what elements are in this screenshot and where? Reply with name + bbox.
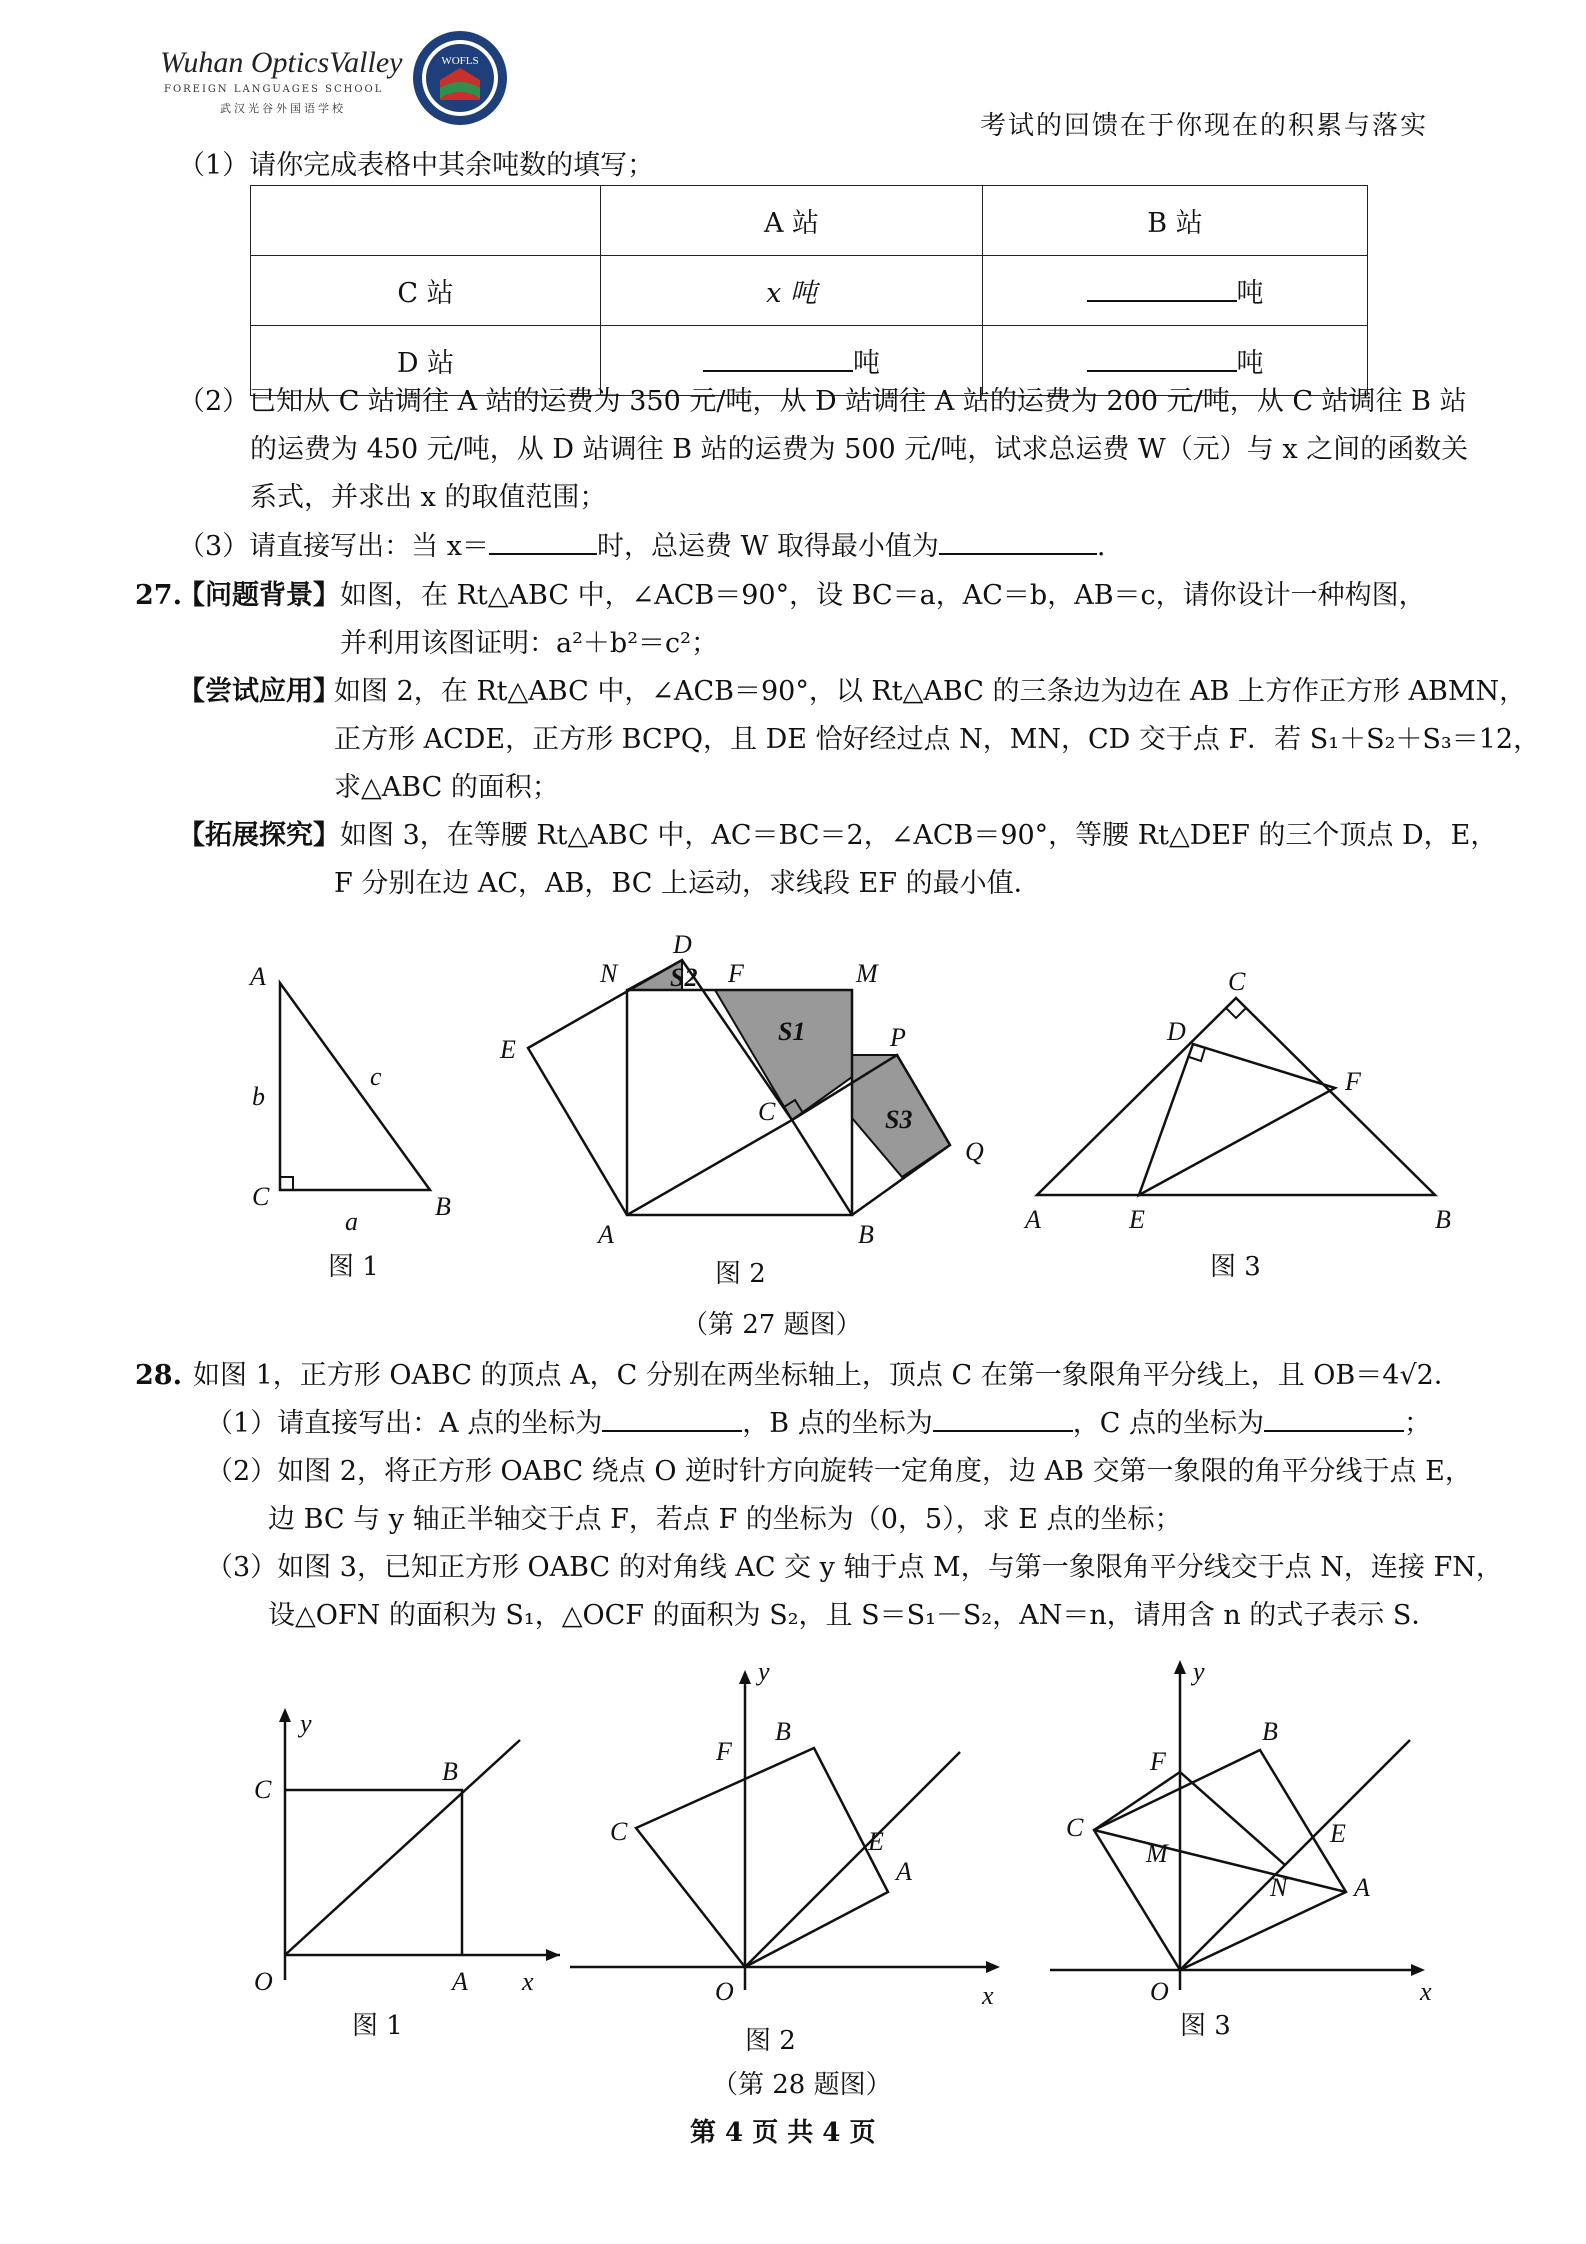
label-D: D [1167,1017,1186,1046]
q26-part3-b: 时，总运费 W 取得最小值为 [597,531,939,562]
label-B: B [442,1757,458,1786]
q28-stem: 如图 1，正方形 OABC 的顶点 A，C 分别在两坐标轴上，顶点 C 在第一象限角平分线上，且 OB＝4√2． [193,1360,1461,1391]
label-y: y [758,1660,770,1686]
distribution-table [250,185,1368,396]
q27-figure-caption: （第 27 题图） [682,1310,862,1340]
label-F: F [716,1737,732,1766]
label-b: b [252,1082,265,1111]
answer-blank[interactable] [1264,1404,1404,1432]
label-E: E [500,1035,516,1064]
q27-figure-2 [490,920,1010,1250]
q27-try-line1: 如图 2，在 Rt△ABC 中，∠ACB＝90°，以 Rt△ABC 的三条边为边在 AB 上方作正方形 ABMN， [334,676,1527,707]
q27-bg-tag: 【问题背景】 [178,580,340,611]
q26-part2-line2: 的运费为 450 元/吨，从 D 站调往 B 站的运费为 500 元/吨，试求总运费 W（元）与 x 之间的函数关 [250,434,1469,465]
seal-text: WOFLS [441,55,479,67]
q27-figure-3 [1015,960,1465,1240]
table-row [251,256,1368,326]
label-N: N [600,959,618,988]
unit-label: 吨 [853,348,880,379]
label-A: A [896,1857,912,1886]
label-D: D [673,930,692,959]
label-B: B [1435,1205,1451,1234]
label-S3: S3 [885,1105,913,1134]
logo-title: Wuhan OpticsValley [160,46,403,79]
answer-blank[interactable] [933,1404,1073,1432]
q28-part2-line2: 边 BC 与 y 轴正半轴交于点 F，若点 F 的坐标为（0，5），求 E 点的坐标； [268,1504,1182,1535]
q28-fig3-caption: 图 3 [1180,2011,1231,2041]
q27-fig1-caption: 图 1 [328,1252,379,1282]
answer-blank[interactable] [1087,344,1237,372]
q28-part3-line1: （3）如图 3，已知正方形 OABC 的对角线 AC 交 y 轴于点 M，与第一象限角平分线交于点 N，连接 FN， [206,1552,1503,1583]
label-M: M [1146,1839,1168,1868]
q26-part1: （1）请你完成表格中其余吨数的填写； [178,150,655,181]
label-F: F [1345,1067,1361,1096]
cell-c-a: x 吨 [601,256,983,326]
label-B: B [858,1220,874,1249]
q26-part3-c: . [1096,531,1106,562]
label-N: N [1270,1873,1288,1902]
table-row-d: D 站 [251,326,601,396]
label-E: E [1129,1205,1145,1234]
label-S2: S2 [670,963,698,992]
q27-ext-line1: 如图 3，在等腰 Rt△ABC 中，AC＝BC＝2，∠ACB＝90°，等腰 Rt△DEF 的三个顶点 D，E， [340,820,1498,851]
table-row [251,186,1368,256]
q28-figure-1 [240,1690,560,2010]
logo-subtitle: FOREIGN LANGUAGES SCHOOL [164,84,384,95]
label-B: B [775,1717,791,1746]
answer-blank[interactable] [1087,274,1237,302]
q27-try-line2: 正方形 ACDE，正方形 BCPQ，且 DE 恰好经过点 N，MN，CD 交于点 F．若 S₁＋S₂＋S₃＝12， [334,724,1541,755]
label-x: x [1420,1977,1432,2006]
q26-part3 [178,527,1106,567]
label-x: x [982,1981,994,2010]
answer-blank[interactable] [602,1404,742,1432]
q27-fig2-caption: 图 2 [715,1259,766,1289]
label-y: y [300,1709,312,1738]
label-A: A [452,1967,468,1996]
label-x: x [522,1967,534,1996]
label-C: C [1228,967,1246,996]
label-A: A [1025,1205,1041,1234]
q27-bg-line2: 并利用该图证明：a²＋b²＝c²； [340,628,718,659]
cell-c-b[interactable] [983,256,1368,326]
q26-part2-line1: （2）已知从 C 站调往 A 站的运费为 350 元/吨，从 D 站调往 A 站的运费为 200 元/吨，从 C 站调往 B 站 [178,386,1467,417]
label-C: C [1066,1813,1084,1842]
label-F: F [728,959,744,988]
label-y: y [1193,1657,1205,1686]
label-C: C [758,1097,776,1126]
q28-part1 [206,1404,1431,1444]
unit-label: 吨 [1236,278,1264,309]
logo-chinese: 武汉光谷外国语学校 [220,102,346,115]
label-C: C [254,1775,272,1804]
answer-blank[interactable] [489,527,597,555]
q27-ext-line2: F 分别在边 AC，AB，BC 上运动，求线段 EF 的最小值． [334,868,1041,899]
q28-part1-d: ； [1403,1408,1431,1439]
label-O: O [715,1977,734,2006]
label-A: A [1354,1873,1370,1902]
label-P: P [890,1023,906,1052]
answer-blank[interactable] [703,344,853,372]
label-M: M [856,959,878,988]
q27-bg-line1: 如图，在 Rt△ABC 中，∠ACB＝90°，设 BC＝a，AC＝b，AB＝c，请你设计一种构图， [340,580,1426,611]
label-E: E [1330,1819,1346,1848]
header-motto: 考试的回馈在于你现在的积累与落实 [980,111,1429,141]
q28-fig1-caption: 图 1 [352,2011,403,2041]
answer-blank[interactable] [939,527,1097,555]
unit-label: 吨 [1236,348,1264,379]
q26-part2-line3: 系式，并求出 x 的取值范围； [250,482,607,513]
q28-figure-2 [560,1660,1010,2010]
q27-try-line3: 求△ABC 的面积； [334,772,559,803]
q28-part3-line2: 设△OFN 的面积为 S₁，△OCF 的面积为 S₂，且 S＝S₁－S₂，AN＝n，请用含 n 的式子表示 S． [268,1600,1439,1631]
table-row-c: C 站 [251,256,601,326]
label-a: a [345,1207,358,1236]
q28-figure-3 [1040,1650,1460,2010]
label-O: O [254,1967,273,1996]
q28-part2-line1: （2）如图 2，将正方形 OABC 绕点 O 逆时针方向旋转一定角度，边 AB 交第一象限的角平分线于点 E， [206,1456,1472,1487]
q27-ext-tag: 【拓展探究】 [178,820,340,851]
label-E: E [868,1827,884,1856]
q28-part1-a: （1）请直接写出：A 点的坐标为 [206,1408,603,1439]
label-A: A [250,962,266,991]
q26-part3-a: （3）请直接写出：当 x＝ [178,531,489,562]
label-F: F [1150,1747,1166,1776]
q28-part1-c: ，C 点的坐标为 [1072,1408,1264,1439]
label-C: C [252,1182,270,1211]
q27-try-tag: 【尝试应用】 [178,676,340,707]
q28-number: 28. [135,1360,182,1391]
label-A: A [598,1220,614,1249]
table-cell [251,186,601,256]
label-S1: S1 [778,1017,806,1046]
label-Q: Q [965,1137,984,1166]
label-B: B [1262,1717,1278,1746]
page-footer: 第 4 页 共 4 页 [690,2118,876,2148]
table-header-b: B 站 [983,186,1368,256]
table-header-a: A 站 [601,186,983,256]
q28-fig2-caption: 图 2 [745,2026,796,2056]
label-C: C [610,1817,628,1846]
q27-number: 27. [135,580,182,611]
q28-part1-b: ，B 点的坐标为 [742,1408,933,1439]
school-logo [160,28,530,128]
school-seal-icon [410,28,510,128]
label-B: B [435,1192,451,1221]
q27-figure-1 [240,955,460,1255]
label-O: O [1150,1977,1169,2006]
q27-fig3-caption: 图 3 [1210,1252,1261,1282]
q28-figure-caption: （第 28 题图） [712,2070,892,2100]
label-c: c [370,1062,382,1091]
